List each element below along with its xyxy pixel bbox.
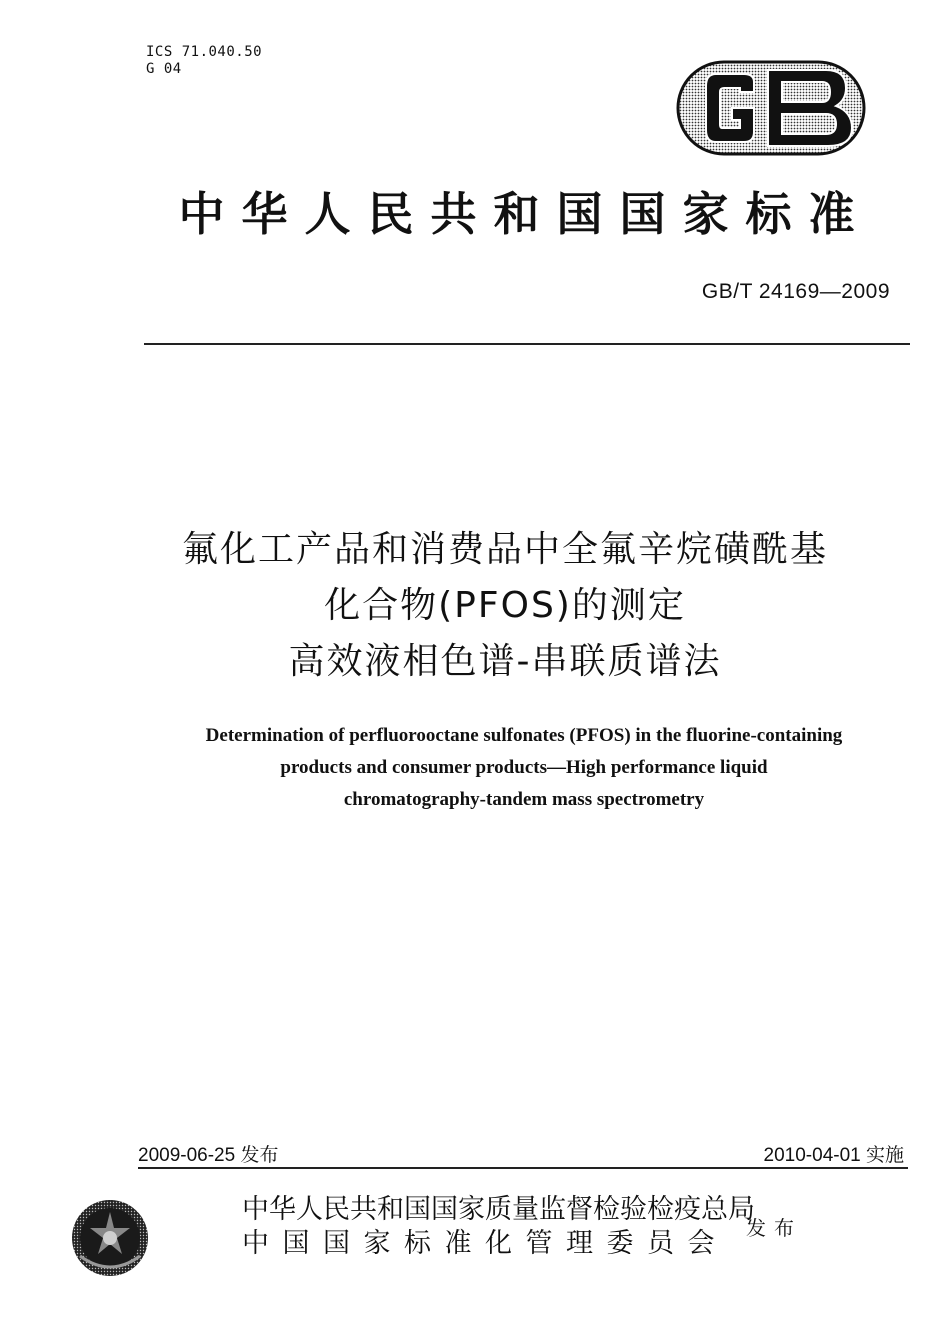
chinese-title-line-2: 化合物(PFOS)的测定 <box>324 585 686 626</box>
standard-category-title: 中华人民共和国国家标准 <box>178 187 872 241</box>
chinese-title <box>60 522 950 690</box>
implementation-date: 2010-04-01 实施 <box>763 1145 904 1166</box>
chinese-title-line-1: 氟化工产品和消费品中全氟辛烷磺酰基 <box>181 529 828 570</box>
issuing-authorities <box>242 1193 755 1261</box>
ics-code: ICS 71.040.50 <box>146 44 263 60</box>
english-title-line-1: Determination of perfluorooctane sulfonates (PFOS) in the fluorine-containing <box>205 725 843 746</box>
standard-number: GB/T 24169—2009 <box>701 280 890 303</box>
issuer-sac: 中国国家标准化管理委员会 <box>242 1228 728 1259</box>
english-title-line-3: chromatography-tandem mass spectrometry <box>343 789 705 810</box>
ccs-code: G 04 <box>146 61 182 77</box>
english-title-line-2: products and consumer products—High performance liquid <box>280 757 768 778</box>
classification-codes <box>146 44 262 78</box>
chinese-title-line-3: 高效液相色谱-串联质谱法 <box>288 641 722 682</box>
issuer-aqsiq: 中华人民共和国国家质量监督检验检疫总局 <box>242 1194 755 1225</box>
header-divider <box>144 343 910 345</box>
publish-label: 发布 <box>746 1216 802 1240</box>
english-title <box>120 720 928 816</box>
gb-logo-icon <box>676 58 868 158</box>
footer-divider <box>138 1167 908 1169</box>
national-emblem-icon <box>70 1198 150 1278</box>
issue-date: 2009-06-25 发布 <box>138 1145 279 1166</box>
